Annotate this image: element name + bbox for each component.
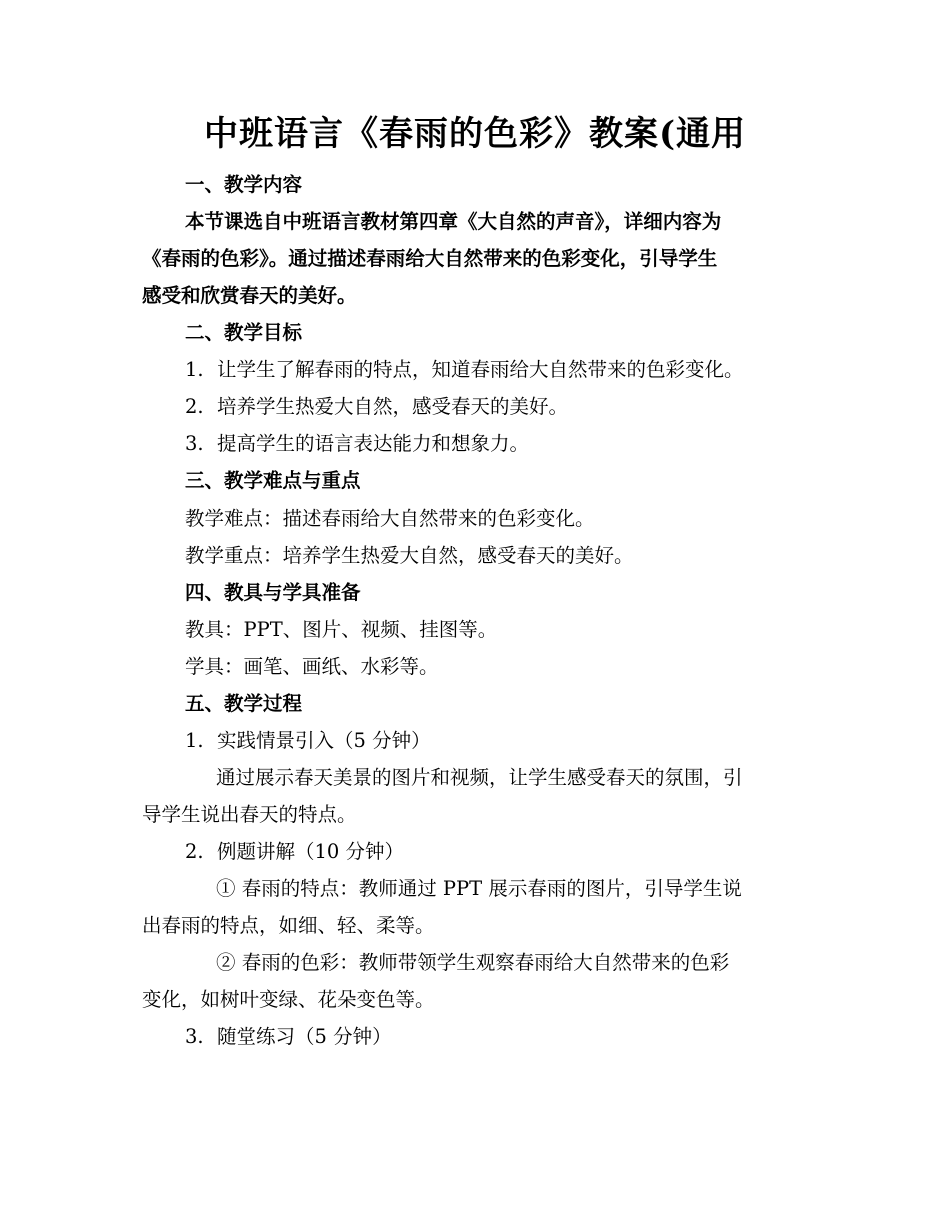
content-paragraph-line-2: 《春雨的色彩》。通过描述春雨给大自然带来的色彩变化，引导学生 [142,247,718,270]
objective-text: 培养学生热爱大自然，感受春天的美好。 [217,395,569,418]
step-paragraph-line: ② 春雨的色彩：教师带领学生观察春雨给大自然带来的色彩 [216,951,730,974]
step-paragraph-line: 变化，如树叶变绿、花朵变色等。 [142,988,435,1011]
step-title: 随堂练习（5 分钟） [217,1025,392,1048]
student-tools-line: 学具：画笔、画纸、水彩等。 [185,655,439,678]
document-title: 中班语言《春雨的色彩》教案(通用 [203,114,747,154]
teacher-tools-line: 教具：PPT、图片、视频、挂图等。 [185,618,498,641]
objective-item [185,358,744,382]
content-paragraph-line-3: 感受和欣赏春天的美好。 [142,284,357,307]
step-paragraph-line: 出春雨的特点，如细、轻、柔等。 [142,914,435,937]
content-paragraph-line-1: 本节课选自中班语言教材第四章《大自然的声音》，详细内容为 [185,210,722,233]
step-number: 1. [185,729,204,752]
difficulty-line: 教学难点：描述春雨给大自然带来的色彩变化。 [185,507,595,530]
objective-item [185,395,568,419]
step-number: 2. [185,840,204,863]
objective-number: 1. [185,358,204,381]
objective-text: 提高学生的语言表达能力和想象力。 [217,432,530,455]
objective-number: 3. [185,432,204,455]
step-paragraph-line: ① 春雨的特点：教师通过 PPT 展示春雨的图片，引导学生说 [216,877,742,900]
step-paragraph-line: 导学生说出春天的特点。 [142,803,357,826]
objective-number: 2. [185,395,204,418]
objective-item [185,432,529,456]
section-heading-process: 五、教学过程 [185,692,303,715]
step-title: 例题讲解（10 分钟） [217,840,405,863]
step-title: 实践情景引入（5 分钟） [217,729,431,752]
step-paragraph-line: 通过展示春天美景的图片和视频，让学生感受春天的氛围，引 [216,766,743,789]
section-heading-difficulty-focus: 三、教学难点与重点 [185,469,361,492]
objective-text: 让学生了解春雨的特点，知道春雨给大自然带来的色彩变化。 [217,358,744,381]
focus-line: 教学重点：培养学生热爱大自然，感受春天的美好。 [185,544,634,567]
section-heading-content: 一、教学内容 [185,173,303,196]
process-step-title [185,729,431,753]
section-heading-objectives: 二、教学目标 [185,321,303,344]
section-heading-tools: 四、教具与学具准备 [185,581,361,604]
step-number: 3. [185,1025,204,1048]
process-step-title [185,1025,392,1049]
process-step-title [185,840,404,864]
